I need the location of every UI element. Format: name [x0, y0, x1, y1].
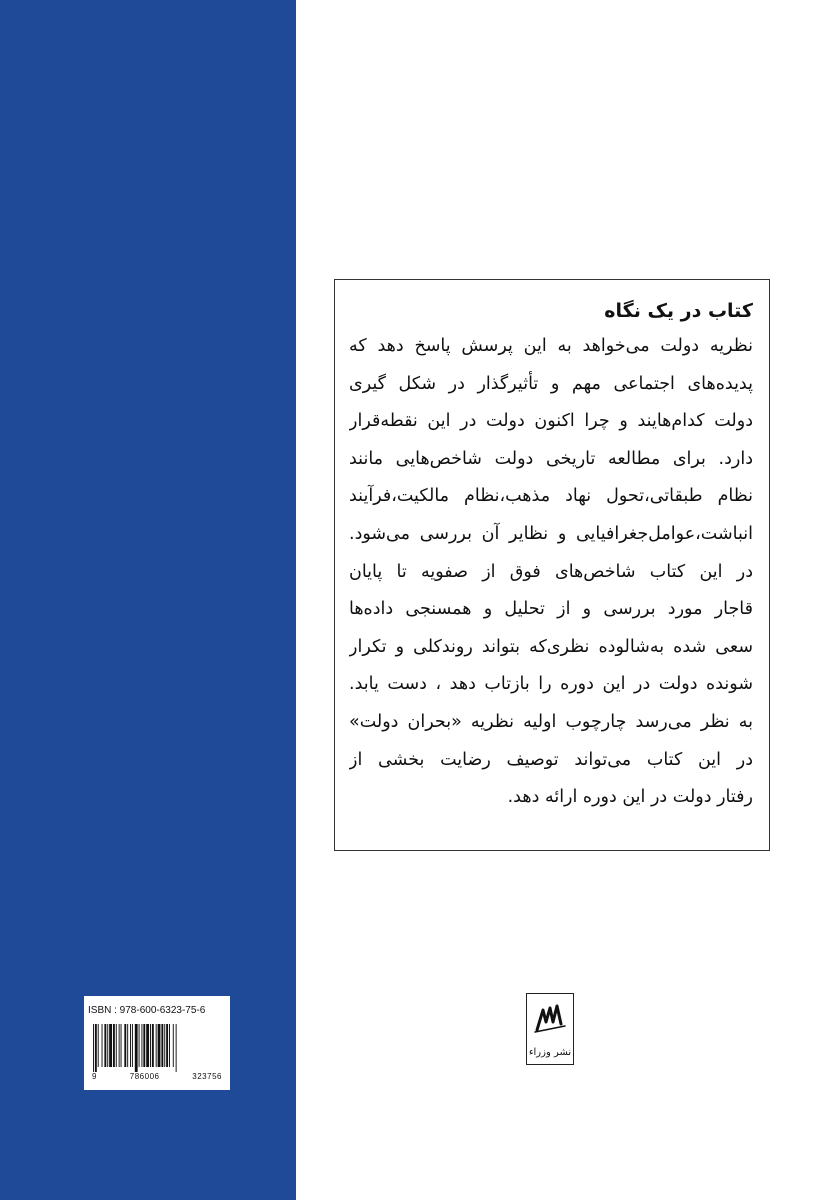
summary-line: شونده دولت در این دوره را بازتاب دهد ، دست یابد. — [349, 674, 753, 695]
summary-line: دارد. برای مطالعه تاریخی دولت شاخص‌هایی مانند — [349, 448, 753, 469]
publisher-logo — [526, 993, 574, 1065]
summary-line: نظام طبقاتی،تحول نهاد مذهب،نظام مالکیت،فرآیند — [349, 486, 753, 507]
summary-title: کتاب در یک نگاه — [604, 300, 753, 322]
summary-text — [349, 328, 753, 817]
summary-line: رفتار دولت در این دوره ارائه دهد. — [507, 787, 753, 808]
summary-line: سعی شده به‌شالوده نظری‌که بتواند روندکلی و تکرار — [349, 636, 753, 657]
summary-line: به نظر می‌رسد چارچوب اولیه نظریه «بحران دولت» — [349, 711, 753, 732]
barcode-digit-group-2: 323756 — [192, 1072, 222, 1081]
summary-line: دولت کدام‌هایند و چرا اکنون دولت در این نقطه‌قرار — [349, 411, 753, 432]
barcode-icon — [92, 1024, 222, 1072]
barcode-digit-prefix: 9 — [92, 1072, 97, 1081]
publisher-monogram-icon — [531, 1000, 569, 1038]
barcode-digits — [92, 1072, 222, 1081]
publisher-name: نشر وزراء — [528, 1047, 572, 1058]
barcode-digit-group-1: 786006 — [129, 1072, 160, 1081]
summary-box — [334, 279, 770, 851]
summary-line: پدیده‌های اجتماعی مهم و تأثیرگذار در شکل گیری — [349, 373, 753, 394]
summary-line: در این کتاب شاخص‌های فوق از صفویه تا پایان — [349, 561, 753, 582]
summary-line: قاجار مورد بررسی و از تحلیل و همسنجی داده‌ها — [349, 599, 753, 620]
summary-line: انباشت،عوامل‌جغرافیایی و نظایر آن بررسی می‌شود. — [349, 523, 753, 544]
isbn-barcode-block — [84, 996, 230, 1090]
summary-line: در این کتاب می‌تواند توصیف رضایت بخشی از — [349, 749, 753, 770]
isbn-label: ISBN : 978-600-6323-75-6 — [88, 1005, 206, 1016]
summary-line: نظریه دولت می‌خواهد به این پرسش پاسخ دهد که — [349, 336, 753, 356]
